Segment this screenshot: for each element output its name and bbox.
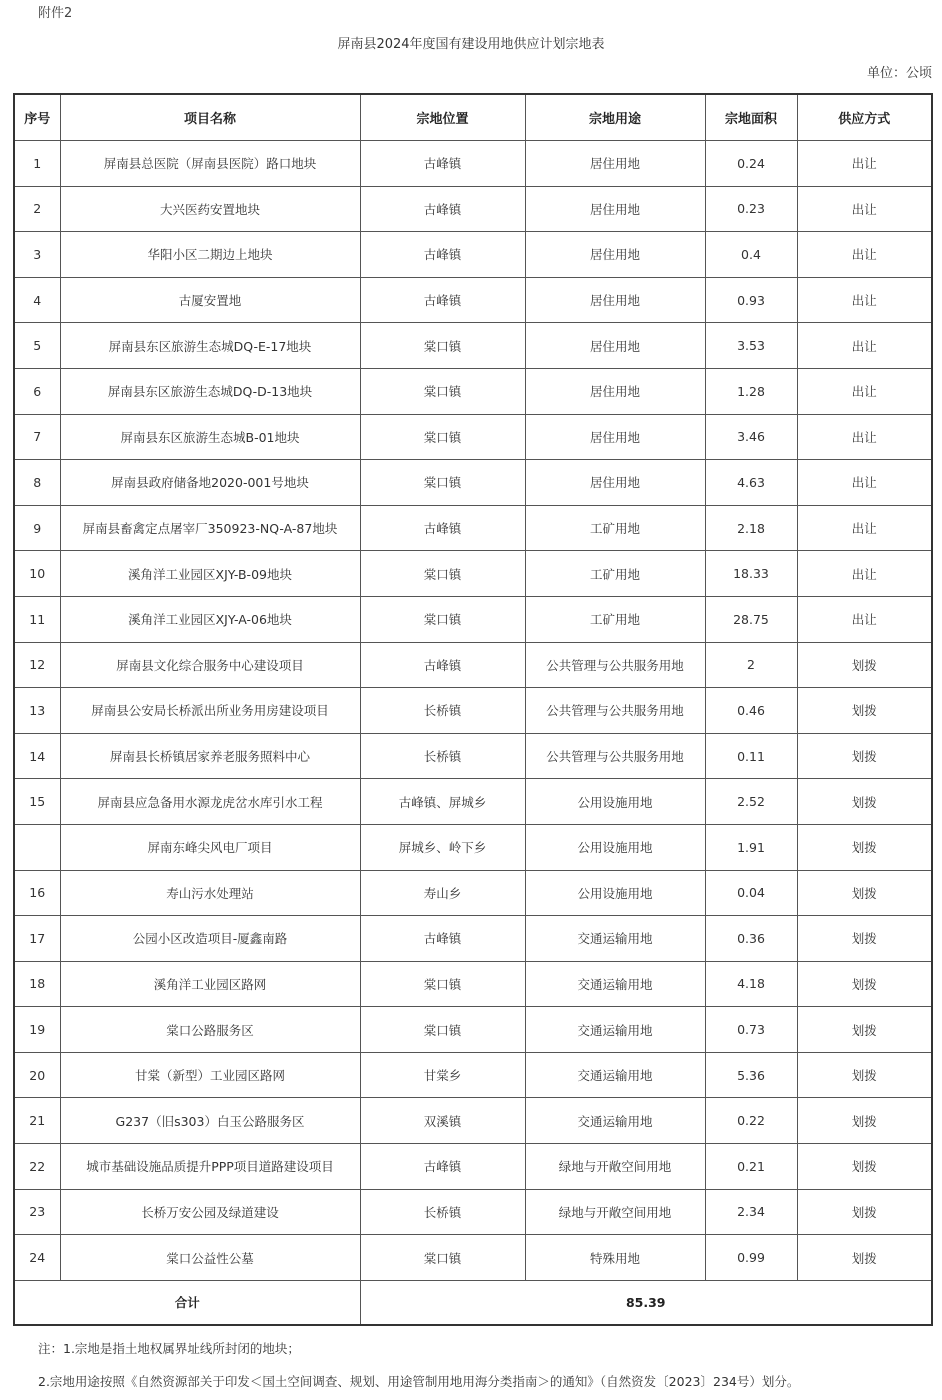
cell-supply: 划拨: [797, 779, 932, 825]
cell-usage: 居住用地: [525, 186, 705, 232]
cell-name: 古厦安置地: [60, 277, 360, 323]
table-row: [14, 1098, 932, 1144]
cell-area: 2: [705, 642, 797, 688]
cell-usage: 交通运输用地: [525, 1007, 705, 1053]
cell-no: 3: [14, 232, 60, 278]
cell-area: 0.73: [705, 1007, 797, 1053]
unit-label: 单位：公顷: [866, 66, 932, 81]
table-row: [14, 414, 932, 460]
cell-name: 甘棠（新型）工业园区路网: [60, 1052, 360, 1098]
cell-usage: 公共管理与公共服务用地: [525, 642, 705, 688]
table-row: [14, 1052, 932, 1098]
cell-supply: 划拨: [797, 688, 932, 734]
cell-usage: 绿地与开敞空间用地: [525, 1189, 705, 1235]
cell-usage: 居住用地: [525, 460, 705, 506]
table-row: [14, 460, 932, 506]
cell-location: 棠口镇: [360, 368, 525, 414]
cell-location: 甘棠乡: [360, 1052, 525, 1098]
cell-supply: 出让: [797, 551, 932, 597]
cell-usage: 交通运输用地: [525, 1052, 705, 1098]
cell-usage: 特殊用地: [525, 1235, 705, 1281]
cell-no: 9: [14, 505, 60, 551]
cell-supply: 出让: [797, 414, 932, 460]
table-row: [14, 1007, 932, 1053]
cell-location: 棠口镇: [360, 961, 525, 1007]
table-header-row: [14, 94, 932, 141]
cell-no: 6: [14, 368, 60, 414]
cell-area: 0.22: [705, 1098, 797, 1144]
header-supply: 供应方式: [797, 94, 932, 141]
table-row: [14, 1189, 932, 1235]
cell-location: 古峰镇: [360, 232, 525, 278]
cell-area: 2.52: [705, 779, 797, 825]
cell-location: 古峰镇: [360, 505, 525, 551]
cell-name: 屏南县东区旅游生态城DQ-E-17地块: [60, 323, 360, 369]
cell-supply: 划拨: [797, 1189, 932, 1235]
cell-supply: 划拨: [797, 870, 932, 916]
cell-name: 屏南东峰尖风电厂项目: [60, 824, 360, 870]
cell-usage: 公共管理与公共服务用地: [525, 688, 705, 734]
cell-location: 古峰镇、屏城乡: [360, 779, 525, 825]
cell-supply: 划拨: [797, 961, 932, 1007]
cell-location: 长桥镇: [360, 733, 525, 779]
cell-no: [14, 824, 60, 870]
cell-area: 0.23: [705, 186, 797, 232]
header-usage: 宗地用途: [525, 94, 705, 141]
cell-area: 0.46: [705, 688, 797, 734]
cell-name: 屏南县总医院（屏南县医院）路口地块: [60, 141, 360, 187]
cell-supply: 划拨: [797, 1098, 932, 1144]
cell-no: 15: [14, 779, 60, 825]
cell-no: 17: [14, 916, 60, 962]
cell-name: 屏南县文化综合服务中心建设项目: [60, 642, 360, 688]
attachment-label: 附件2: [38, 6, 73, 21]
cell-usage: 居住用地: [525, 141, 705, 187]
table-row: [14, 505, 932, 551]
cell-area: 2.18: [705, 505, 797, 551]
cell-no: 20: [14, 1052, 60, 1098]
cell-supply: 出让: [797, 141, 932, 187]
cell-usage: 交通运输用地: [525, 1098, 705, 1144]
cell-no: 18: [14, 961, 60, 1007]
cell-name: 棠口公路服务区: [60, 1007, 360, 1053]
cell-no: 19: [14, 1007, 60, 1053]
cell-no: 5: [14, 323, 60, 369]
cell-no: 1: [14, 141, 60, 187]
cell-supply: 出让: [797, 460, 932, 506]
table-row: [14, 141, 932, 187]
cell-name: 溪角洋工业园区路网: [60, 961, 360, 1007]
cell-name: G237（旧s303）白玉公路服务区: [60, 1098, 360, 1144]
cell-location: 古峰镇: [360, 642, 525, 688]
cell-supply: 划拨: [797, 824, 932, 870]
cell-no: 11: [14, 596, 60, 642]
total-area: 85.39: [360, 1280, 932, 1325]
cell-name: 屏南县东区旅游生态城DQ-D-13地块: [60, 368, 360, 414]
table-row: [14, 824, 932, 870]
cell-name: 长桥万安公园及绿道建设: [60, 1189, 360, 1235]
cell-supply: 出让: [797, 232, 932, 278]
cell-name: 屏南县公安局长桥派出所业务用房建设项目: [60, 688, 360, 734]
cell-supply: 划拨: [797, 1235, 932, 1281]
table-row: [14, 596, 932, 642]
cell-supply: 出让: [797, 323, 932, 369]
cell-name: 屏南县畜禽定点屠宰厂350923-NQ-A-87地块: [60, 505, 360, 551]
cell-name: 屏南县长桥镇居家养老服务照料中心: [60, 733, 360, 779]
cell-no: 16: [14, 870, 60, 916]
cell-supply: 划拨: [797, 642, 932, 688]
cell-supply: 出让: [797, 505, 932, 551]
cell-location: 长桥镇: [360, 1189, 525, 1235]
cell-usage: 交通运输用地: [525, 916, 705, 962]
total-row: [14, 1280, 932, 1325]
table-row: [14, 1235, 932, 1281]
cell-no: 22: [14, 1144, 60, 1190]
cell-location: 长桥镇: [360, 688, 525, 734]
cell-usage: 居住用地: [525, 232, 705, 278]
cell-area: 0.99: [705, 1235, 797, 1281]
cell-usage: 绿地与开敞空间用地: [525, 1144, 705, 1190]
cell-usage: 工矿用地: [525, 596, 705, 642]
cell-location: 棠口镇: [360, 1235, 525, 1281]
cell-no: 14: [14, 733, 60, 779]
cell-area: 4.18: [705, 961, 797, 1007]
table-row: [14, 916, 932, 962]
table-row: [14, 961, 932, 1007]
cell-supply: 出让: [797, 277, 932, 323]
cell-location: 棠口镇: [360, 551, 525, 597]
land-supply-table: [13, 93, 933, 1326]
cell-location: 古峰镇: [360, 916, 525, 962]
cell-area: 0.04: [705, 870, 797, 916]
cell-no: 10: [14, 551, 60, 597]
cell-area: 0.93: [705, 277, 797, 323]
cell-usage: 交通运输用地: [525, 961, 705, 1007]
cell-supply: 出让: [797, 596, 932, 642]
cell-name: 屏南县应急备用水源龙虎岔水库引水工程: [60, 779, 360, 825]
cell-supply: 划拨: [797, 733, 932, 779]
cell-area: 1.28: [705, 368, 797, 414]
cell-usage: 公用设施用地: [525, 870, 705, 916]
cell-usage: 公共管理与公共服务用地: [525, 733, 705, 779]
cell-area: 18.33: [705, 551, 797, 597]
cell-area: 0.36: [705, 916, 797, 962]
table-row: [14, 323, 932, 369]
header-no: 序号: [14, 94, 60, 141]
table-row: [14, 1144, 932, 1190]
cell-name: 屏南县政府储备地2020-001号地块: [60, 460, 360, 506]
cell-area: 28.75: [705, 596, 797, 642]
cell-no: 7: [14, 414, 60, 460]
cell-location: 棠口镇: [360, 460, 525, 506]
header-area: 宗地面积: [705, 94, 797, 141]
cell-area: 4.63: [705, 460, 797, 506]
cell-area: 0.4: [705, 232, 797, 278]
cell-area: 3.46: [705, 414, 797, 460]
cell-location: 棠口镇: [360, 596, 525, 642]
cell-name: 溪角洋工业园区XJY-A-06地块: [60, 596, 360, 642]
cell-location: 双溪镇: [360, 1098, 525, 1144]
table-row: [14, 688, 932, 734]
cell-usage: 居住用地: [525, 368, 705, 414]
cell-location: 古峰镇: [360, 186, 525, 232]
cell-area: 0.11: [705, 733, 797, 779]
table-row: [14, 551, 932, 597]
cell-supply: 划拨: [797, 1052, 932, 1098]
header-location: 宗地位置: [360, 94, 525, 141]
cell-supply: 划拨: [797, 1144, 932, 1190]
cell-name: 华阳小区二期边上地块: [60, 232, 360, 278]
cell-name: 溪角洋工业园区XJY-B-09地块: [60, 551, 360, 597]
table-row: [14, 186, 932, 232]
cell-supply: 出让: [797, 186, 932, 232]
cell-area: 2.34: [705, 1189, 797, 1235]
cell-usage: 公用设施用地: [525, 779, 705, 825]
cell-supply: 出让: [797, 368, 932, 414]
cell-usage: 居住用地: [525, 323, 705, 369]
cell-no: 21: [14, 1098, 60, 1144]
cell-name: 寿山污水处理站: [60, 870, 360, 916]
table-body: [14, 141, 932, 1281]
note-2: 2.宗地用途按照《自然资源部关于印发＜国土空间调查、规划、用途管制用地用海分类指南＞的通知》（自然资发〔2023〕234号）划分。: [38, 1374, 800, 1389]
table-row: [14, 779, 932, 825]
cell-area: 0.21: [705, 1144, 797, 1190]
table-row: [14, 642, 932, 688]
cell-name: 屏南县东区旅游生态城B-01地块: [60, 414, 360, 460]
cell-name: 公园小区改造项目-厦鑫南路: [60, 916, 360, 962]
cell-no: 4: [14, 277, 60, 323]
table-row: [14, 870, 932, 916]
cell-location: 寿山乡: [360, 870, 525, 916]
cell-usage: 工矿用地: [525, 505, 705, 551]
cell-no: 13: [14, 688, 60, 734]
cell-no: 12: [14, 642, 60, 688]
cell-area: 3.53: [705, 323, 797, 369]
cell-no: 2: [14, 186, 60, 232]
cell-area: 1.91: [705, 824, 797, 870]
cell-no: 23: [14, 1189, 60, 1235]
table-row: [14, 733, 932, 779]
cell-location: 古峰镇: [360, 141, 525, 187]
note-1: 注：1.宗地是指土地权属界址线所封闭的地块；: [38, 1341, 300, 1356]
cell-name: 大兴医药安置地块: [60, 186, 360, 232]
cell-no: 8: [14, 460, 60, 506]
cell-name: 城市基础设施品质提升PPP项目道路建设项目: [60, 1144, 360, 1190]
header-name: 项目名称: [60, 94, 360, 141]
cell-area: 5.36: [705, 1052, 797, 1098]
cell-location: 棠口镇: [360, 323, 525, 369]
cell-location: 棠口镇: [360, 1007, 525, 1053]
table-row: [14, 277, 932, 323]
cell-location: 古峰镇: [360, 277, 525, 323]
cell-location: 古峰镇: [360, 1144, 525, 1190]
table-row: [14, 368, 932, 414]
cell-usage: 工矿用地: [525, 551, 705, 597]
total-label: 合计: [14, 1280, 360, 1325]
cell-no: 24: [14, 1235, 60, 1281]
table-row: [14, 232, 932, 278]
cell-usage: 居住用地: [525, 414, 705, 460]
cell-location: 屏城乡、岭下乡: [360, 824, 525, 870]
cell-supply: 划拨: [797, 916, 932, 962]
cell-supply: 划拨: [797, 1007, 932, 1053]
cell-location: 棠口镇: [360, 414, 525, 460]
cell-name: 棠口公益性公墓: [60, 1235, 360, 1281]
cell-area: 0.24: [705, 141, 797, 187]
cell-usage: 居住用地: [525, 277, 705, 323]
cell-usage: 公用设施用地: [525, 824, 705, 870]
page-title: 屏南县2024年度国有建设用地供应计划宗地表: [337, 37, 605, 52]
